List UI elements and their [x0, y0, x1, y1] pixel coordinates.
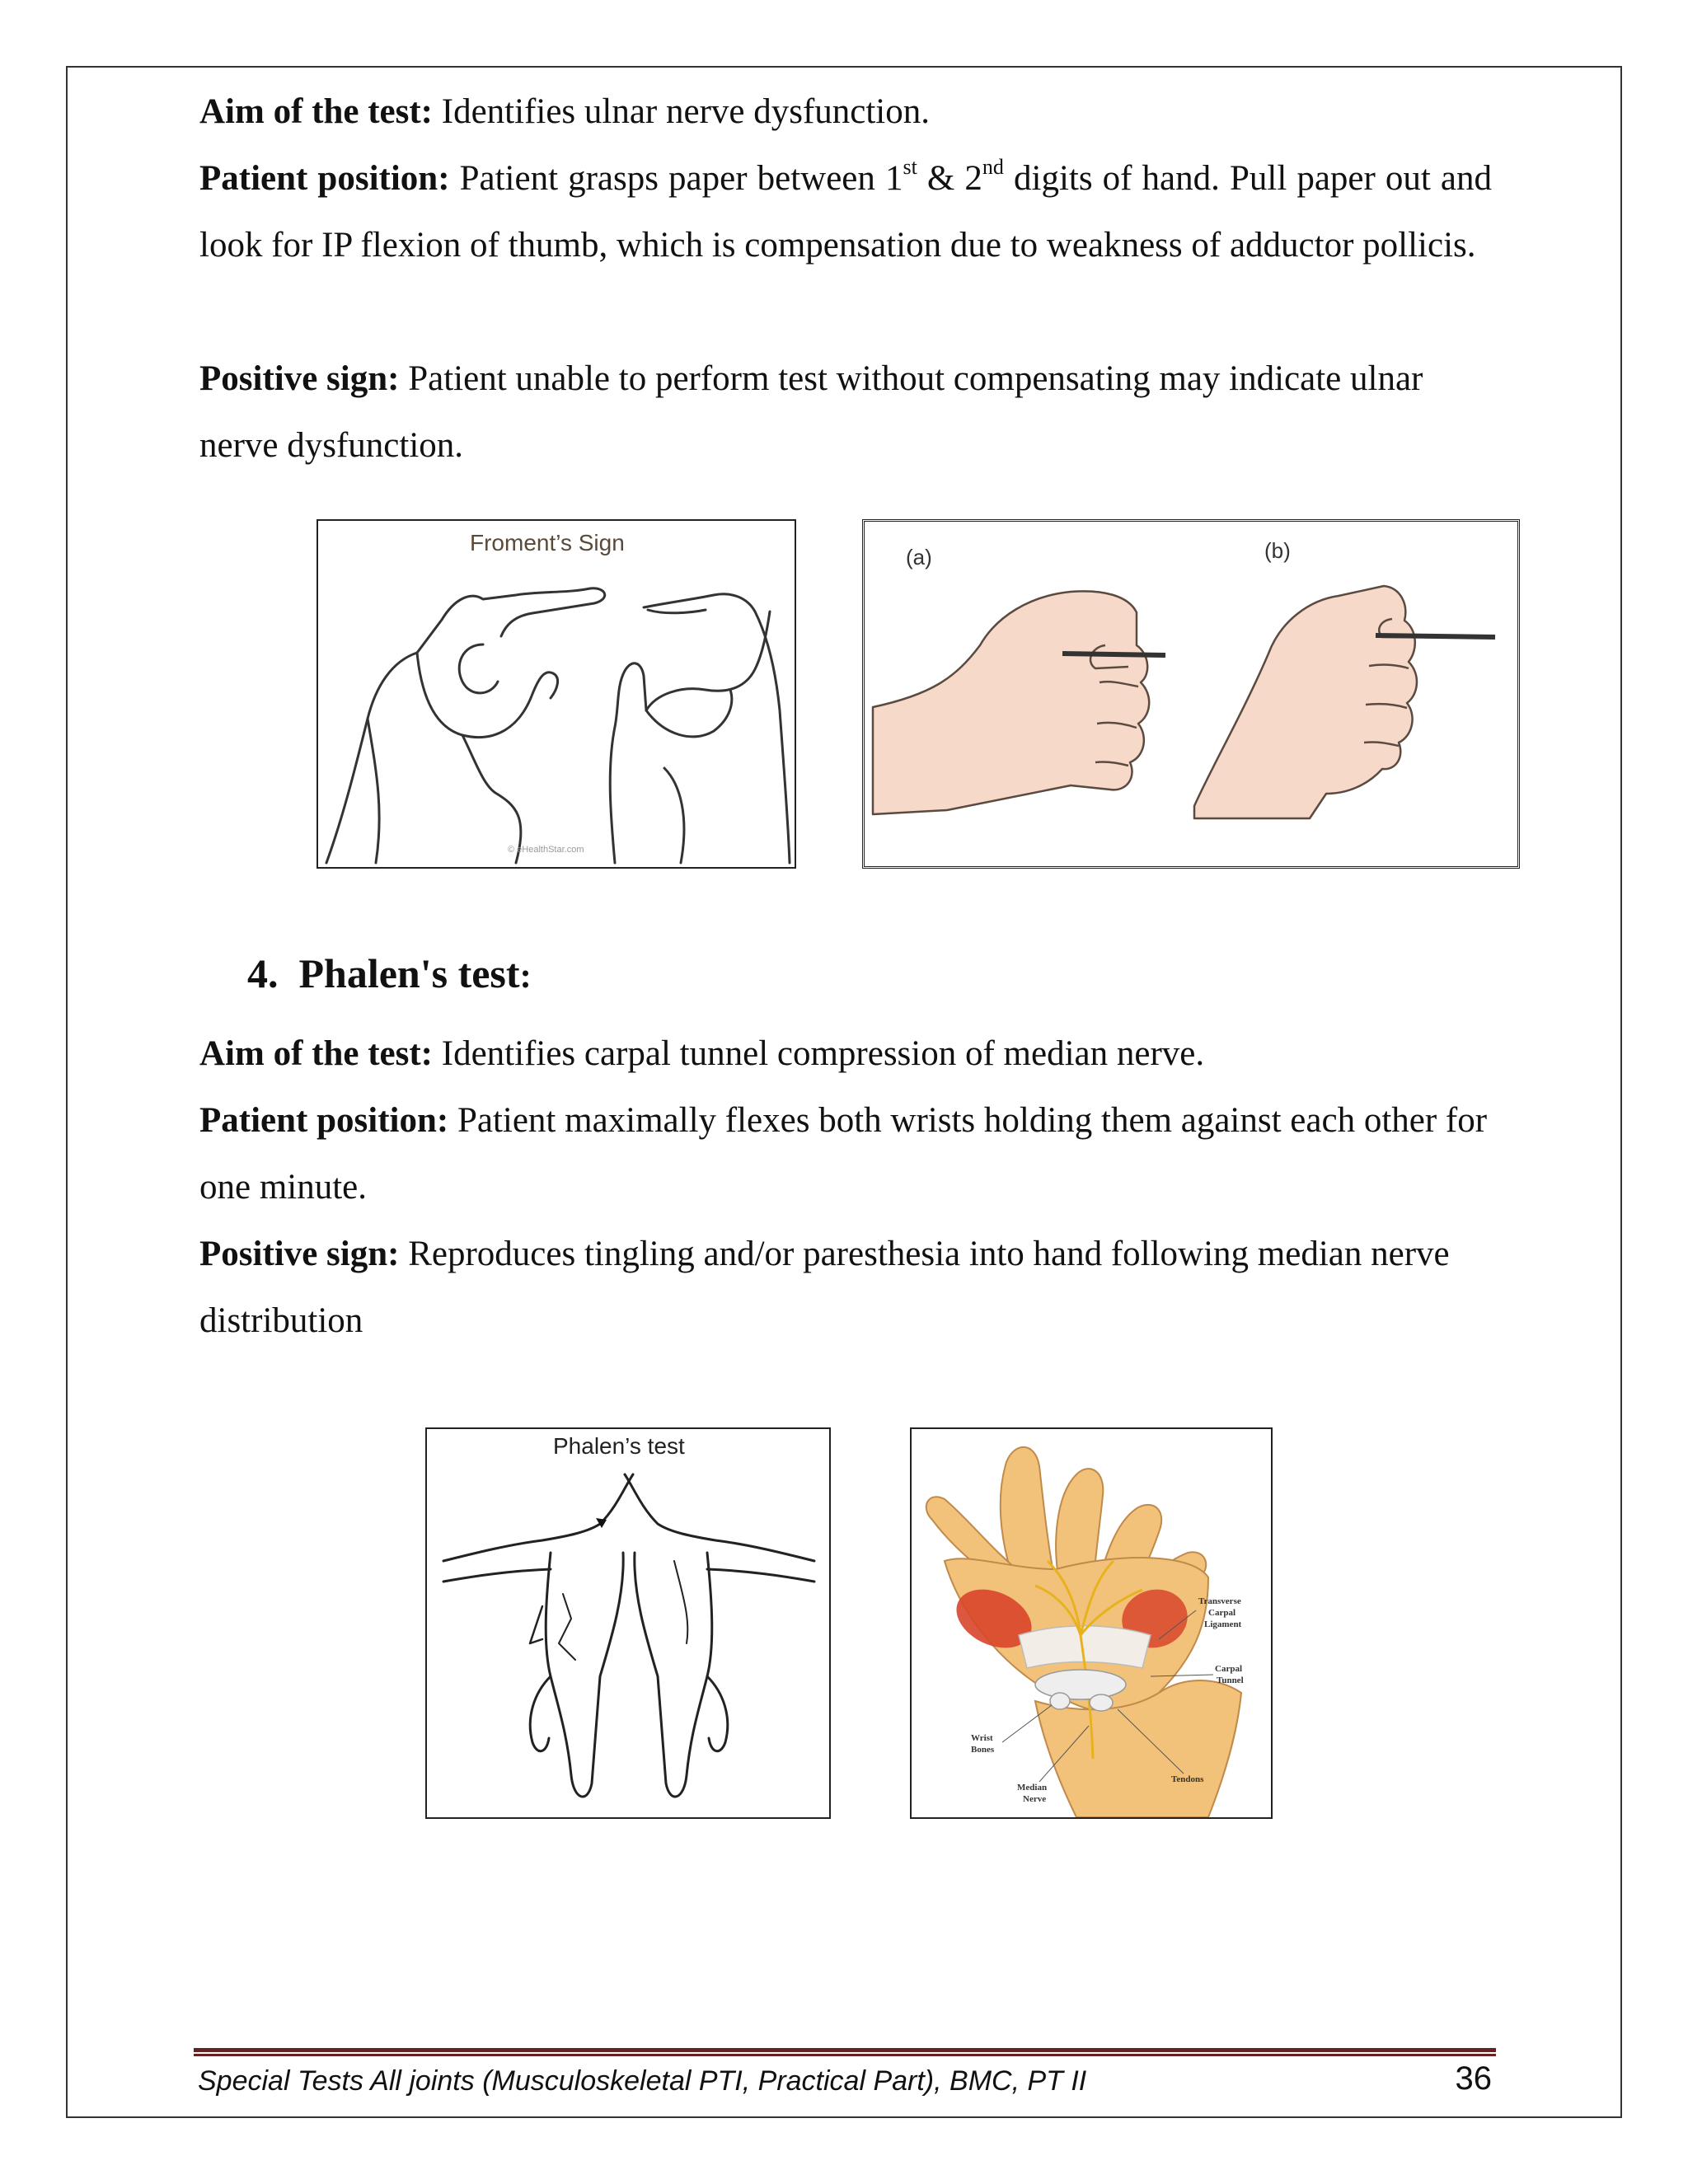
- froment-caption: Froment’s Sign: [470, 530, 625, 555]
- positive-label: Positive sign:: [199, 1235, 400, 1273]
- page-number: 36: [1455, 2060, 1492, 2097]
- positive-label: Positive sign:: [199, 359, 400, 398]
- label-wrist-bones: Wrist: [971, 1733, 993, 1743]
- label-transverse: Carpal: [1208, 1608, 1236, 1618]
- position-text: Patient maximally flexes both wrists holding them against each other for one minute.: [199, 1101, 1488, 1207]
- phalen-test-figure: [425, 1427, 831, 1819]
- aim-paragraph-1: [199, 78, 1492, 145]
- positive-text: Reproduces tingling and/or paresthesia into hand following median nerve distribution: [199, 1235, 1450, 1340]
- position-label: Patient position:: [199, 1101, 449, 1140]
- aim-label: Aim of the test:: [199, 92, 433, 131]
- position-text: & 2: [917, 159, 982, 198]
- heading-title: Phalen's test: [298, 950, 520, 996]
- superscript-st: st: [903, 154, 917, 179]
- label-tendons: Tendons: [1171, 1774, 1204, 1784]
- label-carpal-tunnel: Tunnel: [1217, 1675, 1244, 1685]
- label-carpal-tunnel: Carpal: [1215, 1664, 1242, 1674]
- position-text: Patient grasps paper between 1: [449, 159, 903, 198]
- position-label: Patient position:: [199, 159, 450, 198]
- froment-watermark: © eHealthStar.com: [508, 845, 584, 855]
- carpal-tunnel-illustration: [912, 1429, 1271, 1817]
- grip-label-a: (a): [906, 545, 932, 569]
- label-median-nerve: Median: [1017, 1783, 1048, 1793]
- footer-rule: [194, 2048, 1496, 2056]
- grip-label-b: (b): [1264, 538, 1291, 563]
- aim-paragraph-2: [199, 1020, 1492, 1087]
- aim-text: Identifies ulnar nerve dysfunction.: [433, 92, 931, 131]
- footer-text: Special Tests All joints (Musculoskeletal PTI, Practical Part), BMC, PT II: [198, 2065, 1087, 2097]
- paper-grip-illustration: [865, 522, 1517, 866]
- position-paragraph-1: [199, 145, 1492, 279]
- aim-text: Identifies carpal tunnel compression of median nerve.: [433, 1034, 1205, 1073]
- positive-paragraph-2: [199, 1221, 1492, 1354]
- label-wrist-bones: Bones: [971, 1745, 995, 1755]
- label-transverse: Transverse: [1198, 1596, 1241, 1606]
- superscript-nd: nd: [982, 154, 1004, 179]
- label-median-nerve: Nerve: [1023, 1794, 1047, 1804]
- position-text: digits of hand. Pull paper out and look for IP flexion of thumb, which is compensation due to weakness of adductor pollicis.: [199, 159, 1493, 265]
- froment-hands-illustration: [318, 521, 795, 867]
- paper-grip-figure: [862, 519, 1520, 869]
- heading-number: 4.: [247, 950, 279, 996]
- positive-text: Patient unable to perform test without compensating may indicate ulnar nerve dysfunction.: [199, 359, 1423, 465]
- phalen-illustration: [427, 1429, 829, 1817]
- heading-colon: :: [519, 957, 532, 996]
- positive-paragraph-1: [199, 345, 1492, 479]
- phalen-caption: Phalen’s test: [553, 1433, 685, 1459]
- position-paragraph-2: [199, 1087, 1492, 1221]
- phalen-heading: [247, 949, 532, 997]
- carpal-tunnel-figure: [910, 1427, 1273, 1819]
- label-transverse: Ligament: [1204, 1619, 1242, 1629]
- froment-sign-figure: [316, 519, 796, 869]
- aim-label: Aim of the test:: [199, 1034, 433, 1073]
